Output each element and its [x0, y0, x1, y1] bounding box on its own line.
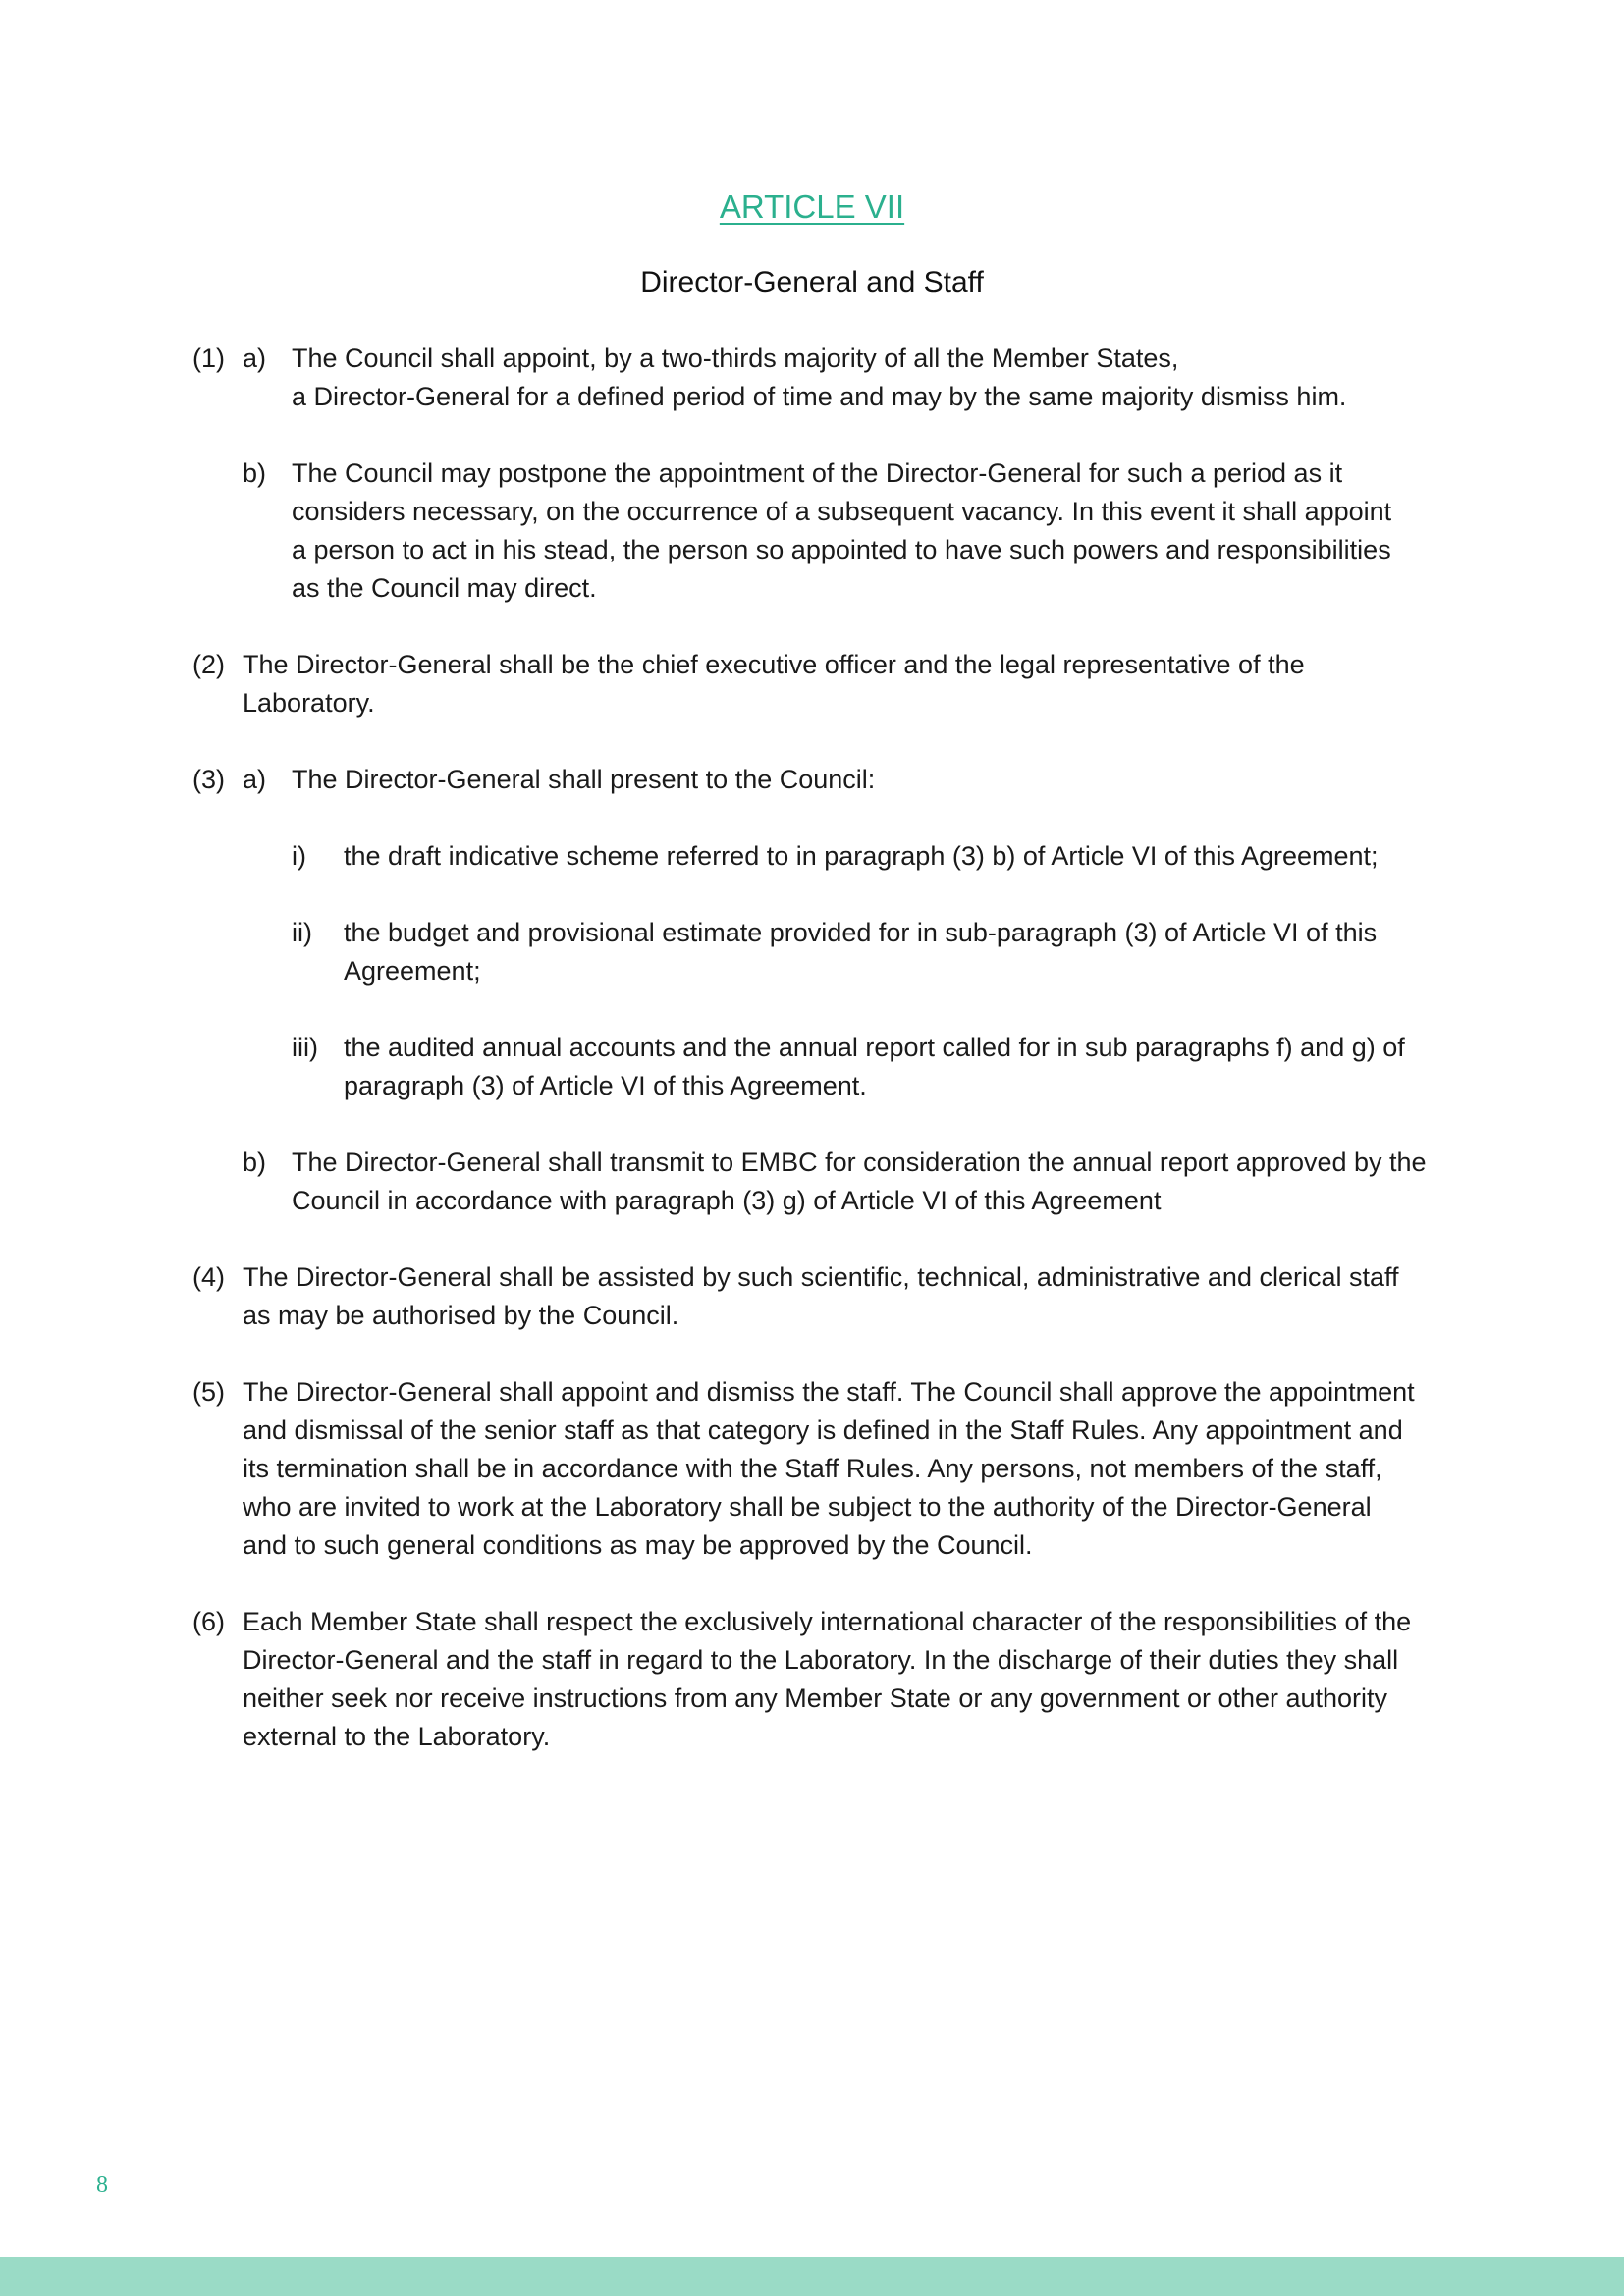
- paragraph-text: The Council may postpone the appointment of the Director-General for such a period as it considers necessary, on the occurrence of a subsequent vacancy. In this event it shall appoint a person to act in his stead, the person so appointed to have such powers and responsibilities as the Council may direct.: [292, 458, 1392, 603]
- paragraph-3b: [192, 1144, 1469, 1220]
- paragraph-number: (3): [192, 765, 225, 794]
- paragraph-text: Each Member State shall respect the exclusively international character of the responsibilities of the Director-General and the staff in regard to the Laboratory. In the discharge of their duties they shall neither seek nor receive instructions from any Member State or any government or other authority external to the Laboratory.: [243, 1607, 1412, 1751]
- paragraph-1a: [192, 340, 1469, 416]
- paragraph-3a-ii: [192, 914, 1469, 990]
- paragraph-text-line: The Council shall appoint, by a two-thirds majority of all the Member States,: [292, 344, 1179, 373]
- item-text: the draft indicative scheme referred to in paragraph (3) b) of Article VI of this Agreement;: [344, 841, 1379, 871]
- item-label: i): [292, 841, 306, 871]
- subparagraph-label: b): [243, 458, 267, 488]
- paragraph-number: (5): [192, 1377, 225, 1407]
- paragraph-number: (2): [192, 650, 225, 679]
- paragraph-3a: [192, 761, 1469, 799]
- article-title: ARTICLE VII: [719, 188, 905, 225]
- subparagraph-label: a): [243, 765, 267, 794]
- paragraph-text: The Director-General shall be the chief executive officer and the legal representative of the Laboratory.: [243, 650, 1305, 718]
- paragraph-5: [192, 1373, 1469, 1565]
- item-text: the audited annual accounts and the annual report called for in sub paragraphs f) and g) of paragraph (3) of Article VI of this Agreement.: [344, 1033, 1405, 1100]
- paragraph-number: (4): [192, 1262, 225, 1292]
- paragraph-3a-i: [192, 837, 1469, 876]
- article-body: [192, 340, 1469, 1794]
- subparagraph-label: a): [243, 344, 267, 373]
- paragraph-4: [192, 1258, 1469, 1335]
- paragraph-3a-iii: [192, 1029, 1469, 1105]
- paragraph-2: [192, 646, 1469, 722]
- paragraph-text: The Director-General shall be assisted by such scientific, technical, administrative and clerical staff as may be authorised by the Council.: [243, 1262, 1399, 1330]
- paragraph-1b: [192, 454, 1469, 608]
- paragraph-text: The Director-General shall present to the Council:: [292, 765, 876, 794]
- paragraph-text-line: a Director-General for a defined period of time and may by the same majority dismiss him.: [292, 382, 1347, 411]
- article-subtitle: Director-General and Staff: [640, 266, 984, 298]
- footer-bar: [0, 2257, 1624, 2296]
- paragraph-number: (1): [192, 344, 225, 373]
- subparagraph-label: b): [243, 1148, 267, 1177]
- paragraph-text: [292, 340, 1469, 416]
- item-label: ii): [292, 918, 312, 947]
- page-number: 8: [96, 2172, 108, 2198]
- paragraph-text: The Director-General shall transmit to EMBC for consideration the annual report approved by the Council in accordance with paragraph (3) g) of Article VI of this Agreement: [292, 1148, 1427, 1215]
- item-text: the budget and provisional estimate provided for in sub-paragraph (3) of Article VI of this Agreement;: [344, 918, 1378, 986]
- paragraph-6: [192, 1603, 1469, 1756]
- paragraph-number: (6): [192, 1607, 225, 1636]
- item-label: iii): [292, 1033, 318, 1062]
- paragraph-text: The Director-General shall appoint and dismiss the staff. The Council shall approve the appointment and dismissal of the senior staff as that category is defined in the Staff Rules. Any appointment and its termination shall be in accordance with the Staff Rules. Any persons, not members of the staff, who are invited to work at the Laboratory shall be subject to the authority of the Director-General and to such general conditions as may be approved by the Council.: [243, 1377, 1415, 1560]
